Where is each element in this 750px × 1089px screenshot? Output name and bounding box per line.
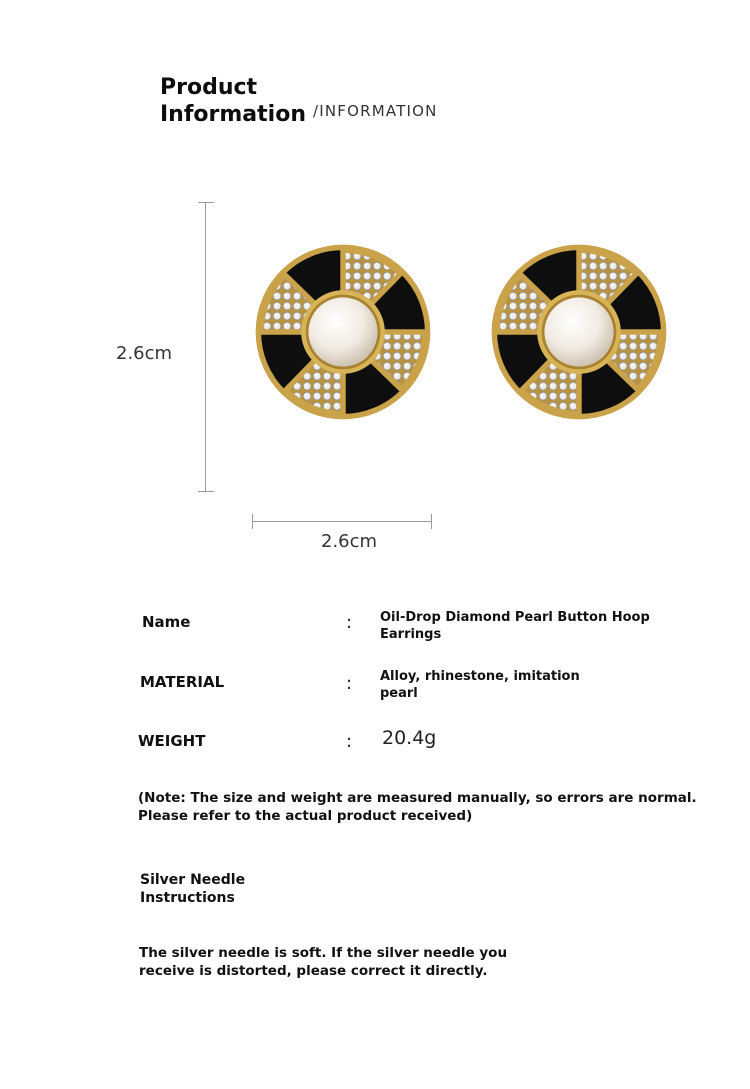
height-dimension-cap-bottom	[198, 491, 214, 492]
silver-needle-text: The silver needle is soft. If the silver needle you receive is distorted, please correct it directly.	[139, 945, 508, 979]
earring-image-left	[252, 240, 434, 424]
width-dimension-cap-left	[252, 514, 253, 529]
height-dimension-line	[205, 202, 206, 492]
measurement-note: (Note: The size and weight are measured manually, so errors are normal. Please refer to the actual product received)	[138, 790, 697, 824]
earring-illustration-left	[252, 240, 434, 424]
spec-colon-name: :	[346, 612, 353, 633]
spec-colon-material: :	[346, 673, 353, 694]
spec-colon-weight: :	[346, 731, 353, 752]
page-subtitle: /INFORMATION	[313, 102, 438, 120]
height-dimension-cap-top	[198, 202, 214, 203]
spec-value-weight: 20.4g	[382, 727, 437, 749]
page-title	[160, 74, 306, 128]
spec-label-material: MATERIAL	[140, 673, 225, 691]
silver-needle-title: Silver Needle Instructions	[140, 872, 246, 906]
spec-label-weight: WEIGHT	[138, 732, 206, 750]
height-dimension-label: 2.6cm	[116, 343, 173, 364]
earring-image-right	[488, 240, 670, 424]
spec-value-material: Alloy, rhinestone, imitation pearl	[380, 669, 580, 701]
width-dimension-line	[252, 521, 432, 522]
earring-illustration-right	[488, 240, 670, 424]
spec-value-name: Oil-Drop Diamond Pearl Button Hoop Earrings	[380, 610, 650, 642]
title-line-2: Information	[160, 102, 306, 127]
width-dimension-cap-right	[431, 514, 432, 529]
width-dimension-label: 2.6cm	[321, 531, 378, 552]
title-line-1: Product	[160, 75, 258, 100]
spec-label-name: Name	[142, 613, 191, 631]
